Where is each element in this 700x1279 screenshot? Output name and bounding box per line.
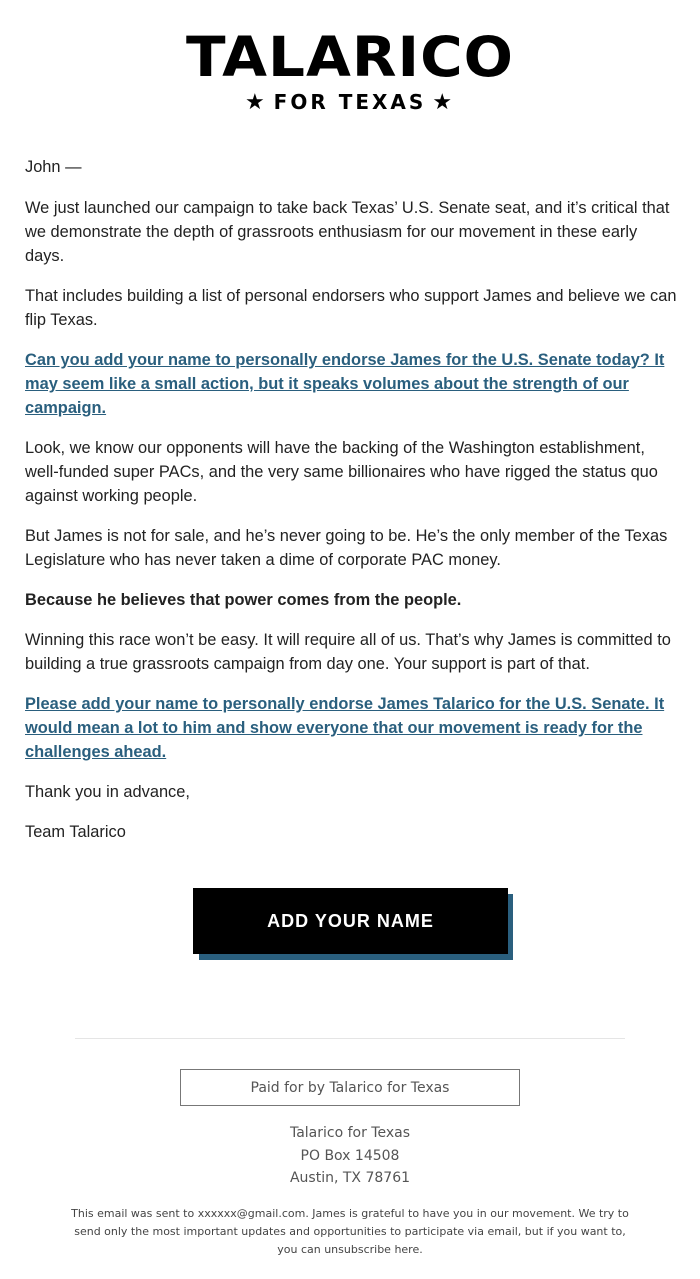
logo-tagline <box>0 90 700 115</box>
logo-wordmark: TALARICO <box>186 24 514 90</box>
paragraph-4: But James is not for sale, and he’s never going to be. He’s the only member of the Texas Legislature who has never taken a dime of corporate PAC money. <box>25 527 668 569</box>
greeting: John — <box>25 158 82 176</box>
paragraph-1: We just launched our campaign to take back Texas’ U.S. Senate seat, and it’s critical that we demonstrate the depth of grassroots enthusiasm for our movement in these early days. <box>25 199 670 265</box>
signoff: Team Talarico <box>25 823 126 841</box>
address-line-1: Talarico for Texas <box>289 1125 411 1141</box>
logo-tagline-text: FOR TEXAS <box>273 90 427 114</box>
paragraph-bold: Because he believes that power comes from the people. <box>25 591 462 609</box>
cta-button-wrapper <box>193 888 513 960</box>
footer-disclaimer: This email was sent to xxxxxx@gmail.com. James is grateful to have you in our movement. We try to send only the most important updates and opportunities to participate via email, but if you want to, you can unsubscribe here. <box>71 1207 629 1256</box>
email-body <box>25 155 680 860</box>
footer-divider <box>75 1038 625 1039</box>
endorse-link-1[interactable]: Can you add your name to personally endorse James for the U.S. Senate today? It may seem like a small action, but it speaks volumes about the strength of our campaign. <box>25 351 665 417</box>
endorse-link-2[interactable]: Please add your name to personally endorse James Talarico for the U.S. Senate. It would mean a lot to him and show everyone that our movement is ready for the challenges ahead. <box>25 695 665 761</box>
star-icon: ★ <box>244 90 268 115</box>
star-icon: ★ <box>432 90 456 115</box>
address-line-3: Austin, TX 78761 <box>289 1170 411 1186</box>
address-line-2: PO Box 14508 <box>300 1147 400 1164</box>
paragraph-3: Look, we know our opponents will have the backing of the Washington establishment, well-funded super PACs, and the very same billionaires who have rigged the status quo against working people. <box>25 439 658 505</box>
paragraph-2: That includes building a list of personal endorsers who support James and believe we can flip Texas. <box>25 287 677 329</box>
mailing-address <box>0 1122 700 1190</box>
logo <box>0 24 700 115</box>
paid-for-box: Paid for by Talarico for Texas <box>180 1069 520 1106</box>
thanks: Thank you in advance, <box>25 783 190 801</box>
add-your-name-button[interactable]: ADD YOUR NAME <box>193 888 508 954</box>
paragraph-6: Winning this race won’t be easy. It will require all of us. That’s why James is committed to building a true grassroots campaign from day one. Your support is part of that. <box>25 631 671 673</box>
